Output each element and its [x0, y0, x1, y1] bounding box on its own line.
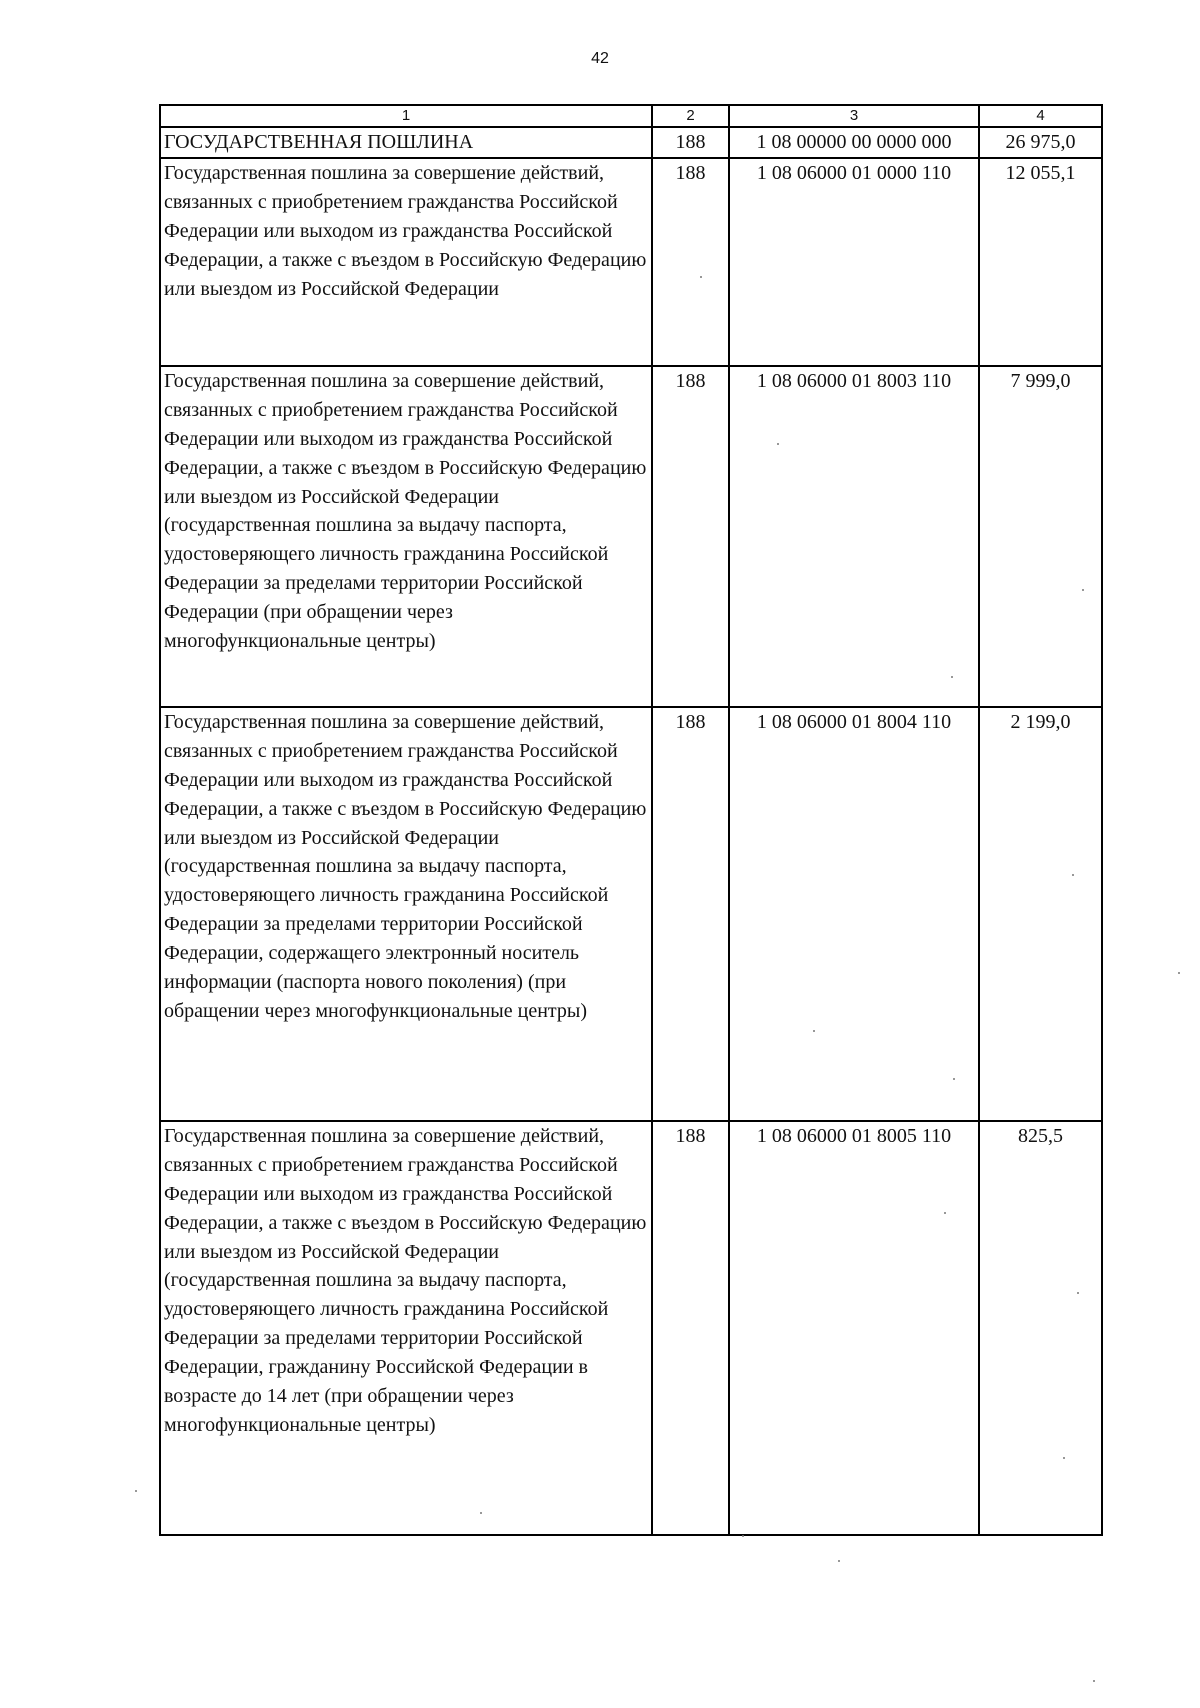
- budget-classification-code: 1 08 06000 01 8004 110: [729, 707, 979, 1121]
- column-number: 2: [652, 105, 729, 127]
- scan-speck: [1072, 874, 1074, 876]
- amount: 825,5: [979, 1121, 1102, 1535]
- revenue-name: Государственная пошлина за совершение действий, связанных с приобретением гражданства Российской Федерации или выходом из гражданства Российской Федерации, а также с въездом в Российскую Федерацию или выездом из Российской Федерации (государственная пошлина за выдачу паспорта, удостоверяющего личность гражданина Российской Федерации за пределами территории Российской Федерации, гражданину Российской Федерации в возрасте до 14 лет (при обращении через многофункциональные центры): [160, 1121, 652, 1535]
- budget-classification-code: 1 08 06000 01 0000 110: [729, 158, 979, 366]
- revenue-name: Государственная пошлина за совершение действий, связанных с приобретением гражданства Российской Федерации или выходом из гражданства Российской Федерации, а также с въездом в Российскую Федерацию или выездом из Российской Федерации (государственная пошлина за выдачу паспорта, удостоверяющего личность гражданина Российской Федерации за пределами территории Российской Федерации (при обращении через многофункциональные центры): [160, 366, 652, 707]
- page-number: 42: [591, 50, 609, 67]
- table-row: [160, 366, 1102, 707]
- scan-speck: [1093, 1680, 1095, 1682]
- revenue-table: [159, 104, 1103, 1536]
- administrator-code: 188: [652, 707, 729, 1121]
- scan-speck: [813, 1030, 815, 1032]
- table-row: [160, 158, 1102, 366]
- amount: 26 975,0: [979, 127, 1102, 158]
- scan-speck: [480, 1512, 482, 1514]
- scan-speck: [1077, 1292, 1079, 1294]
- column-number: 3: [729, 105, 979, 127]
- scan-speck: [951, 676, 953, 678]
- scan-speck: [777, 443, 779, 445]
- administrator-code: 188: [652, 158, 729, 366]
- scan-speck: [135, 1490, 137, 1492]
- column-number: 4: [979, 105, 1102, 127]
- scan-speck: [742, 1535, 744, 1537]
- amount: 2 199,0: [979, 707, 1102, 1121]
- amount: 7 999,0: [979, 366, 1102, 707]
- revenue-name: Государственная пошлина за совершение действий, связанных с приобретением гражданства Российской Федерации или выходом из гражданства Российской Федерации, а также с въездом в Российскую Федерацию или выездом из Российской Федерации: [160, 158, 652, 366]
- administrator-code: 188: [652, 127, 729, 158]
- table-row: [160, 127, 1102, 158]
- budget-classification-code: 1 08 06000 01 8003 110: [729, 366, 979, 707]
- scan-speck: [838, 1560, 840, 1562]
- scan-speck: [1082, 589, 1084, 591]
- column-number-row: [160, 105, 1102, 127]
- revenue-name: ГОСУДАРСТВЕННАЯ ПОШЛИНА: [160, 127, 652, 158]
- scan-speck: [1178, 972, 1180, 974]
- amount: 12 055,1: [979, 158, 1102, 366]
- revenue-name: Государственная пошлина за совершение действий, связанных с приобретением гражданства Российской Федерации или выходом из гражданства Российской Федерации, а также с въездом в Российскую Федерацию или выездом из Российской Федерации (государственная пошлина за выдачу паспорта, удостоверяющего личность гражданина Российской Федерации за пределами территории Российской Федерации, содержащего электронный носитель информации (паспорта нового поколения) (при обращении через многофункциональные центры): [160, 707, 652, 1121]
- scan-speck: [1063, 1457, 1065, 1459]
- scan-speck: [700, 276, 702, 278]
- budget-classification-code: 1 08 00000 00 0000 000: [729, 127, 979, 158]
- table-row: [160, 1121, 1102, 1535]
- scan-speck: [944, 1212, 946, 1214]
- table-row: [160, 707, 1102, 1121]
- administrator-code: 188: [652, 1121, 729, 1535]
- administrator-code: 188: [652, 366, 729, 707]
- scan-speck: [953, 1078, 955, 1080]
- budget-classification-code: 1 08 06000 01 8005 110: [729, 1121, 979, 1535]
- column-number: 1: [160, 105, 652, 127]
